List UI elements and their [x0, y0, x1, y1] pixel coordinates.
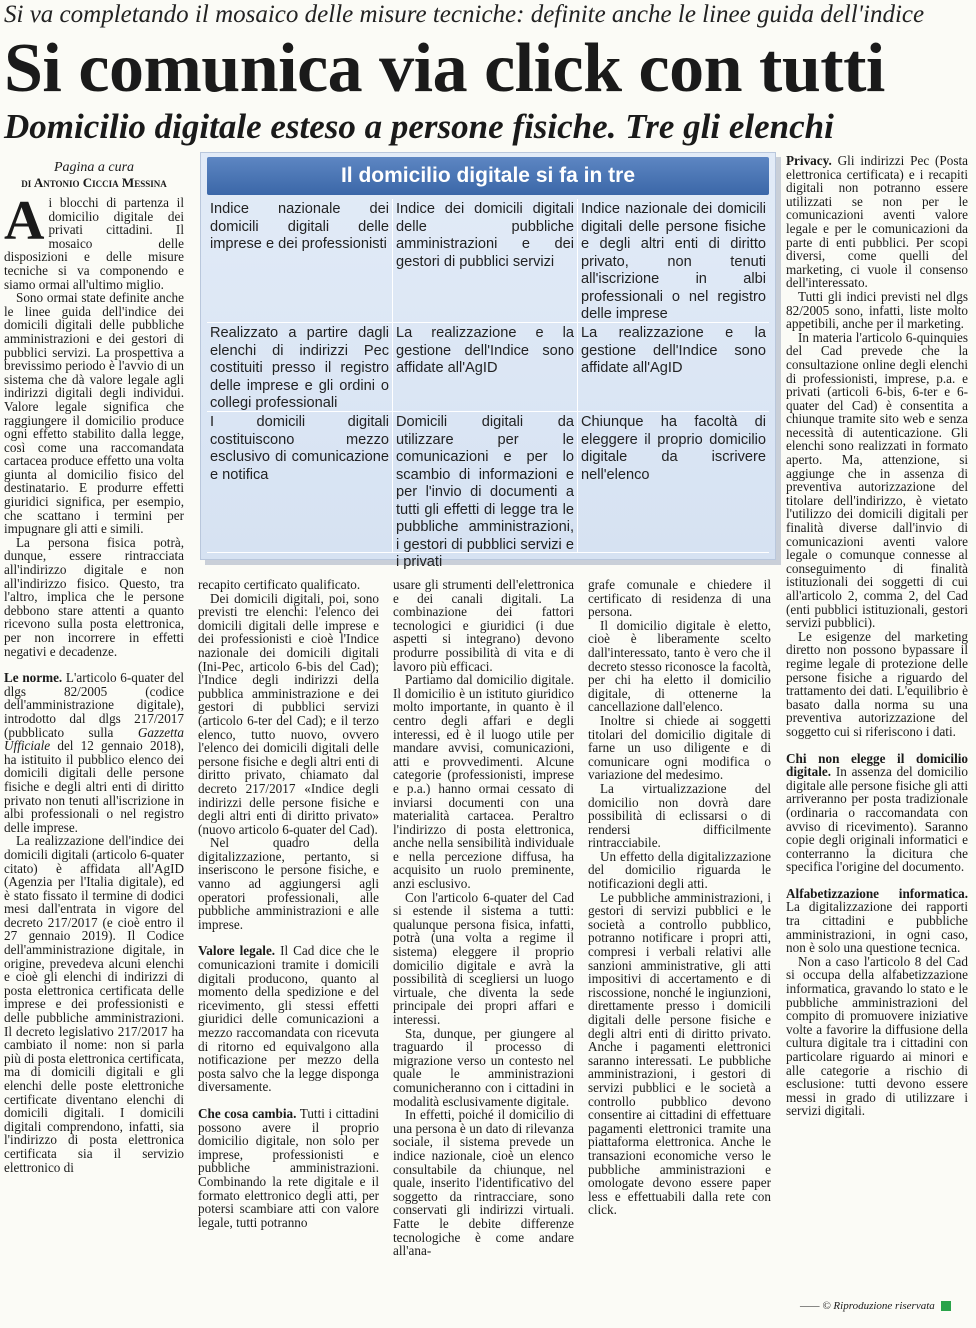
green-square-icon [941, 1301, 951, 1311]
paragraph: Valore legale. Il Cad dice che le comunicazioni tramite i domicili digitali producono, quanto al momento della spedizione e del ricevimento, gli stessi effetti giuridici delle comunicazioni a mezzo raccomandata con ricevuta di ritorno ed equivalgono alla notificazione per mezzo della posta salvo che la legge disponga diversamente. [198, 943, 379, 1095]
section-heading: Le norme. [4, 670, 63, 686]
infobox-cell: Indice dei domicili digitali delle pubbliche amministrazioni e dei gestori di pubblici servizi [393, 199, 578, 323]
column-2 [198, 578, 379, 1316]
section-heading: Privacy. [786, 153, 832, 168]
headline: Si comunica via click con tutti [4, 30, 885, 107]
paragraph: Con l'articolo 6-quater del Cad si estende il sistema a tutti: qualunque persona fisica, infatti, potrà (una volta a regime il sistema) eleggere il proprio domicilio digitale e avrà la possibilità di scegliersi un luogo virtuale, che diventa la sede principale dei propri affari e interessi. [393, 889, 574, 1027]
paragraph: usare gli strumenti dell'elettronica e dei canali digitali. La combinazione dei fattori tecnologici e giuridici (i due aspetti si integrano) devono produrre possibilità di vita e di lavoro più efficaci. [393, 577, 574, 674]
paragraph: Inoltre si chiede ai soggetti titolari del domicilio digitale di farne un uso diligente e di comunicare ogni modifica o variazione del medesimo. [588, 712, 771, 783]
infobox-cell: Indice nazionale dei domicili digitali delle persone fisiche e degli altri enti di diritto privato, non tenuti all'iscrizione in albi professionali o nel registro delle imprese [578, 199, 769, 323]
dropcap: A [4, 190, 45, 252]
kicker: Si va completando il mosaico delle misure tecniche: definite anche le linee guida dell'indice [4, 1, 925, 28]
paragraph: Le norme. L'articolo 6-quater del dlgs 82/2005 (codice dell'amministrazione digitale), introdotto dal dlgs 217/2017 (pubblicato sulla Gazzetta Ufficiale del 12 gennaio 2018), ha istituito il pubblico elenco dei domicili digitali delle persone fisiche e degli altri enti di diritto privato non tenuti all'iscrizione in albi professionali o nel registro delle imprese. [4, 670, 185, 835]
byline [4, 160, 184, 190]
paragraph: recapito certificato qualificato. [198, 577, 361, 592]
paragraph: Il domicilio digitale è eletto, cioè è liberamente scelto dall'interessato, tanto è vero che il decreto stesso riconosce la facoltà, per chi ha eletto il domicilio digitale, di ottenerne la cancellazione dall'elenco. [588, 617, 771, 715]
paragraph: Tutti gli indici previsti nel dlgs 82/2005 sono, infatti, liste molto appetibili, anche per il marketing. [786, 288, 968, 332]
infobox-cell: La realizzazione e la gestione dell'Indice sono affidate all'AgID [578, 323, 769, 412]
infobox-cell: Realizzato a partire dagli elenchi di indirizzi Pec costituiti presso il registro delle imprese e gli ordini o collegi professionali [207, 323, 393, 412]
byline-author: di Antonio Ciccia Messina [21, 175, 167, 190]
paragraph: In effetti, poiché il domicilio di una persona è un dato di rilevanza sociale, il sistema prevede un indice nazionale, cioè un elenco consultabile da chiunque, nel quale, inserito l'identificativo del soggetto da rintracciare, sono conservati gli indirizzi virtuali. Fatte le debite differenze tecnologiche è come andare all'ana- [393, 1107, 574, 1259]
lead-paragraph: Ai blocchi di partenza il domicilio digitale dei privati cittadini. Il mosaico delle disposizioni e delle misure tecniche si va componendo e siamo ormai all'ultimo miglio. [4, 190, 184, 292]
copyright-footer: —— © Riproduzione riservata [800, 1300, 972, 1320]
section-heading: Chi non elegge il domicilio digitale. [786, 750, 968, 780]
paragraph: Non a caso l'articolo 8 del Cad si occupa della alfabetizzazione informatica, gravando lo stato e le pubbliche amministrazioni del compito di promuovere iniziative volte a favorire la diffusione della cultura digitale tra i cittadini con particolare riguardo ai minori e alle categorie a rischio di esclusione: tutti devono essere messi in grado di utilizzare i servizi digitali. [786, 953, 968, 1119]
infobox-table [207, 199, 769, 570]
paragraph: La virtualizzazione del domicilio non dovrà dare possibilità di eclissarsi o di rendersi difficilmente rintracciabile. [588, 780, 771, 851]
paragraph: Dei domicili digitali, poi, sono previsti tre elenchi: l'elenco dei domicili digitali delle imprese e dei professionisti e cioè l'Indice nazionale dei domicili digitali (Ini-Pec, articolo 6-bis del Cad); l'Indice degli indirizzi della pubblica amministrazione e dei gestori di pubblici servizi (articolo 6-ter del Cad); e il terzo elenco, tutto nuovo, ovvero l'elenco dei domicili digitali delle persone fisiche e degli altri enti di diritto privato, chiamato dal decreto 217/2017 «Indice degli indirizzi delle persone fisiche e degli altri enti di diritto privato» (nuovo articolo 6-quater del Cad). [198, 590, 379, 837]
subheadline: Domicilio digitale esteso a persone fisiche. Tre gli elenchi [4, 107, 834, 146]
paragraph: Le pubbliche amministrazioni, i gestori di servizi pubblici e le società a controllo pubblico, potranno notificare i propri atti, compresi i verbali relativi alle sanzioni amministrative, gli atti impositivi di accertamento e di riscossione, nonché le ingiunzioni, direttamente presso i domicili digitali delle persone fisiche e degli altri enti di diritto privato. Anche i pagamenti elettronici saranno interessati. Le pubbliche amministrazioni, i gestori di servizi pubblici e le società a controllo pubblico devono consentire ai cittadini di effettuare pagamenti elettronici tramite una piattaforma elettronica. Anche le transazioni economiche verso le pubbliche amministrazioni e omologate devono essere paper less e effettuabili dalla rete con click. [588, 889, 771, 1218]
column-5 [786, 154, 968, 1298]
paragraph: Nel quadro della digitalizzazione, pertanto, si inseriscono le persone fisiche, e vanno ad aggiungersi agli operatori professionali, alle pubbliche amministrazioni e alle imprese. [198, 835, 379, 932]
column-1 [4, 156, 184, 1316]
paragraph: In materia l'articolo 6-quinquies del Cad prevede che la consultazione online degli elenchi di professionisti, imprese, p.a. e privati (articoli 6-bis, 6-ter e 6-quater del Cad) è consentita a chiunque tramite sito web e senza necessità di autenticazione. Gli elenchi sono realizzati in formato aperto. Ma, attenzione, si aggiunge che in assenza di preventiva autorizzazione del titolare dell'indirizzo, è vietato l'utilizzo dei domicili digitali per finalità diverse dall'invio di comunicazioni aventi valore legale o comunque connesse al conseguimento di finalità istituzionali dei soggetti di cui all'articolo 2, comma 2, del Cad (enti pubblici istituzionali, gestori servizi pubblici). [786, 329, 968, 631]
section-heading: Alfabetizzazione informatica. [786, 885, 968, 901]
paragraph: La persona fisica potrà, dunque, essere rintracciata all'indirizzo digitale e non all'indirizzo fisico. Questo, tra l'altro, implica che le persone debbono stare attenti a quanto ricevono sulla posta elettronica, per non incorrere in effetti negativi e decadenze. [4, 534, 184, 659]
infobox-cell: Domicili digitali da utilizzare per le comunicazioni e per lo scambio di informazioni e per l'invio di documenti a tutti gli effetti di legge tra le pubbliche amministrazioni, i gestori di pubblici servizi e i privati [393, 412, 578, 553]
paragraph: grafe comunale e chiedere il certificato di residenza di una persona. [588, 577, 771, 620]
column-4 [588, 578, 771, 1316]
column-3 [393, 578, 574, 1316]
paragraph: Sono ormai state definite anche le linee guida dell'indice dei domicili digitali delle pubbliche amministrazioni e dei gestori di pubblici servizi. La prospettiva a brevissimo periodo è l'avvio di un sistema che dà valore legale agli indirizzi digitali degli individui. Valore legale significa che raggiungere il domicilio produce ogni effetto stabilito dalla legge, così come una raccomandata cartacea produce effetto una volta giunta al domicilio fisico del destinatario. E produrre effetti giuridici significa, per esempio, che scattano i termini per impugnare gli atti e simili. [4, 290, 184, 537]
paragraph: Privacy. Gli indirizzi Pec (Posta elettronica certificata) e i recapiti digitali non potranno essere utilizzati se non per le comunicazioni aventi valore legale e per le comunicazioni da parte di enti pubblici. Per scopi diversi, come quelli del marketing, ci vuole il consenso dell'interessato. [786, 153, 968, 291]
paragraph: Che cosa cambia. Tutti i cittadini possono avere il proprio domicilio digitale, non solo per imprese, professionisti e pubbliche amministrazioni. Combinando la rete digitale e il formato elettronico degli atti, per potersi scambiare atti con valore legale, tutti potranno [198, 1105, 379, 1230]
paragraph: Partiamo dal domicilio digitale. Il domicilio è un istituto giuridico molto importante, in quanto è il centro degli affari e degli interessi, ed è il luogo utile per mandare avvisi, comunicazioni, atti e provvedimenti. Alcune categorie (professionisti, imprese e p.a.) hanno ormai cessato di inviarsi documenti con una materialità cartacea. Peraltro l'indirizzo di posta elettronica, anche nella sensibilità individuale e nella percezione diffusa, ha acquisito un ruolo preminente, anzi esclusivo. [393, 672, 574, 892]
infobox-cell: I domicili digitali costituiscono mezzo esclusivo di comunicazione e notifica [207, 412, 393, 553]
infobox-cell: Indice nazionale dei domicili digitali delle imprese e dei professionisti [207, 199, 393, 323]
paragraph: Un effetto della digitalizzazione del domicilio riguarda le notificazioni degli atti. [588, 848, 771, 892]
byline-pagina: Pagina a cura [53, 160, 135, 175]
paragraph: La realizzazione dell'indice dei domicili digitali (articolo 6-quater citato) è affidata all'AgID (Agenzia per l'Italia digitale), ed è stato fissato il termine di dodici mesi dall'entrata in vigore del decreto 217/2017 (e cioè entro il 27 gennaio 2019). Il Codice dell'amministrazione digitale, in origine, prevedeva alcuni elenchi e cioè gli elenchi di indirizzi di posta elettronica certificata delle imprese e dei professionisti e delle pubbliche amministrazioni. Il decreto legislativo 217/2017 ha cambiato il nome: non si parla più di posta elettronica certificata, ma di domicili digitali e gli elenchi delle poste elettroniche certificate diventano elenchi di domicili digitali. I domicili digitali comprendono, infatti, sia l'indirizzo di posta elettronica certificata sia il servizio elettronico di [4, 833, 184, 1175]
infobox [200, 152, 776, 570]
infobox-title: Il domicilio digitale si fa in tre [207, 157, 769, 195]
paragraph: Sta, dunque, per giungere al traguardo il processo di migrazione verso un contesto nel quale le amministrazioni comunicheranno con i cittadini in modalità esclusivamente digitale. [393, 1025, 574, 1109]
paragraph: Chi non elegge il domicilio digitale. In assenza del domicilio digitale alle persone fisiche gli atti arriveranno per posta tradizionale (ordinaria o raccomandata con avviso di ricevimento). Saranno copie degli originali informatici e conterranno la dicitura che specifica l'origine del documento. [786, 750, 969, 875]
infobox-cell: Chiunque ha facoltà di eleggere il proprio domicilio digitale da iscrivere nell'elenco [578, 412, 769, 553]
infobox-cell: La realizzazione e la gestione dell'Indice sono affidate all'AgID [393, 323, 578, 412]
section-heading: Che cosa cambia. [198, 1105, 297, 1121]
paragraph: Alfabetizzazione informatica. La digitalizzazione dei rapporti tra cittadini e pubbliche amministrazioni, in ogni caso, non è solo una questione tecnica. [786, 885, 968, 956]
paragraph: Le esigenze del marketing diretto non possono bypassare il regime legale di protezione delle persone fisiche a riguardo del trattamento dei dati. L'equilibrio è basato dalla norma su una preventiva autorizzazione del soggetto cui si riferiscono i dati. [786, 628, 968, 739]
section-heading: Valore legale. [198, 943, 276, 959]
